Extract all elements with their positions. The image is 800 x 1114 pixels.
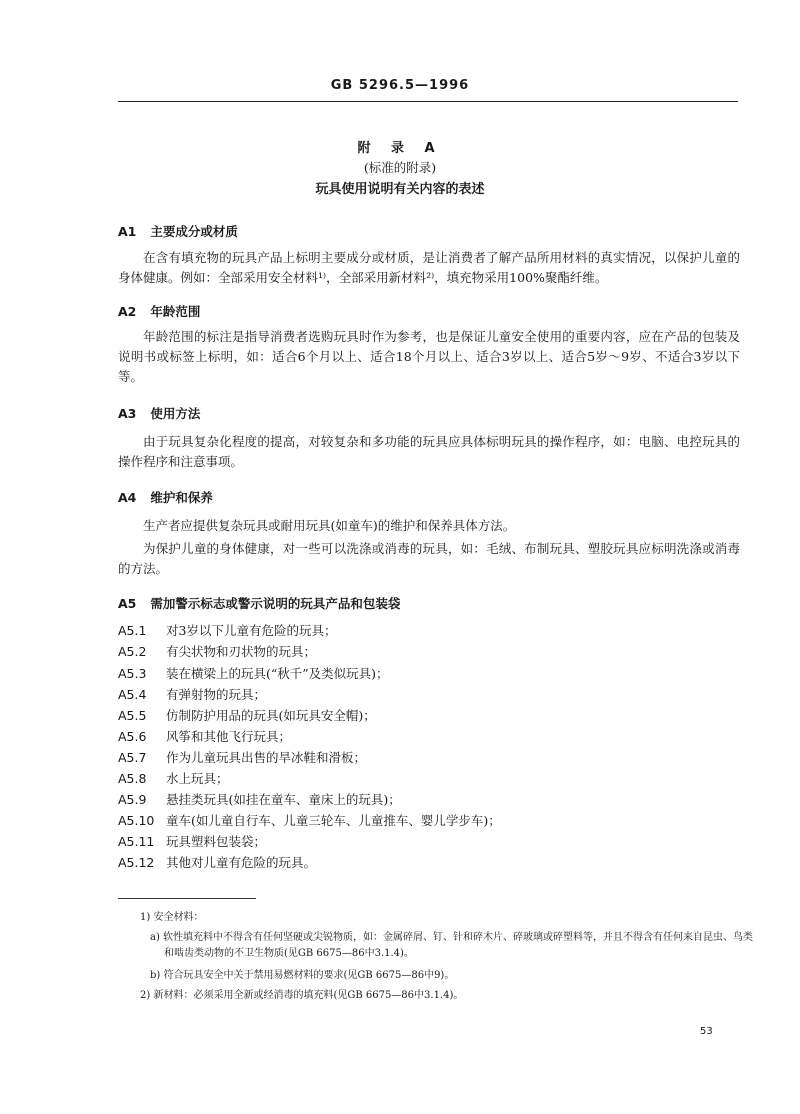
list-item bbox=[118, 706, 376, 724]
section-a4-paragraph: 生产者应提供复杂玩具或耐用玩具(如童车)的维护和保养具体方法。 bbox=[143, 518, 516, 533]
section-a2-heading bbox=[118, 302, 200, 320]
list-item bbox=[118, 832, 266, 850]
item-text: 对3岁以下儿童有危险的玩具； bbox=[166, 623, 337, 638]
section-a5-heading bbox=[118, 594, 400, 612]
item-number: A5.10 bbox=[118, 813, 155, 828]
list-item bbox=[118, 853, 316, 871]
section-title: 年龄范围 bbox=[150, 304, 201, 319]
section-number: A1 bbox=[118, 224, 137, 239]
list-item bbox=[118, 811, 501, 829]
section-a3-heading bbox=[118, 404, 200, 422]
header-rule bbox=[118, 101, 738, 102]
section-a4-paragraph: 为保护儿童的身体健康，对一些可以洗涤或消毒的玩具，如：毛绒、布制玩具、塑胶玩具应标明洗涤或消毒的方法。 bbox=[118, 541, 740, 576]
appendix-heading: 玩具使用说明有关内容的表述 bbox=[315, 182, 485, 197]
item-text: 水上玩具； bbox=[166, 771, 229, 786]
footnote-2: 2) 新材料：必须采用全新或经消毒的填充料(见GB 6675—86中3.1.4)。 bbox=[140, 990, 464, 1001]
item-number: A5.1 bbox=[118, 623, 147, 638]
item-text: 其他对儿童有危险的玩具。 bbox=[166, 855, 317, 870]
item-number: A5.12 bbox=[118, 855, 155, 870]
item-number: A5.2 bbox=[118, 644, 147, 659]
item-number: A5.6 bbox=[118, 729, 147, 744]
section-number: A3 bbox=[118, 406, 137, 421]
list-item bbox=[118, 621, 336, 639]
item-text: 玩具塑料包装袋； bbox=[166, 834, 267, 849]
footnote-rule bbox=[118, 898, 256, 899]
item-number: A5.9 bbox=[118, 792, 147, 807]
list-item bbox=[118, 727, 291, 745]
appendix-title: 附 录 A bbox=[357, 141, 443, 156]
section-number: A2 bbox=[118, 304, 137, 319]
footnote-1-label: 1) 安全材料： bbox=[140, 912, 204, 923]
section-title: 使用方法 bbox=[150, 406, 201, 421]
list-item bbox=[118, 642, 316, 660]
section-a1-heading bbox=[118, 222, 238, 240]
standard-number: GB 5296.5—1996 bbox=[330, 78, 470, 93]
section-a2-paragraph: 年龄范围的标注是指导消费者选购玩具时作为参考，也是保证儿童安全使用的重要内容，应在产品的包装及说明书或标签上标明，如：适合6个月以上、适合18个月以上、适合3岁以上、适合5岁～9岁、不适合3岁以下等。 bbox=[118, 329, 740, 384]
section-a1-paragraph: 在含有填充物的玩具产品上标明主要成分或材质，是让消费者了解产品所用材料的真实情况，以保护儿童的身体健康。例如：全部采用安全材料¹⁾，全部采用新材料²⁾，填充物采用100%聚酯纤维。 bbox=[118, 250, 740, 285]
item-text: 有尖状物和刃状物的玩具； bbox=[166, 644, 317, 659]
item-number: A5.5 bbox=[118, 708, 147, 723]
footnote-1a: a) 软性填充料中不得含有任何坚硬或尖锐物质，如：金属碎屑、钉、针和碎木片、碎玻璃或碎塑料等，并且不得含有任何来自昆虫、鸟类和啮齿类动物的不卫生物质(见GB 6675—86中3.1.4)。 bbox=[150, 932, 754, 959]
item-number: A5.4 bbox=[118, 687, 147, 702]
list-item bbox=[118, 748, 366, 766]
list-item bbox=[118, 790, 401, 808]
item-number: A5.11 bbox=[118, 834, 155, 849]
section-title: 需加警示标志或警示说明的玩具产品和包装袋 bbox=[150, 596, 401, 611]
item-number: A5.7 bbox=[118, 750, 147, 765]
section-a3-paragraph: 由于玩具复杂化程度的提高，对较复杂和多功能的玩具应具体标明玩具的操作程序，如：电脑、电控玩具的操作程序和注意事项。 bbox=[118, 434, 740, 469]
item-text: 悬挂类玩具(如挂在童车、童床上的玩具)； bbox=[166, 792, 401, 807]
footnote-1b: b) 符合玩具安全中关于禁用易燃材料的要求(见GB 6675—86中9)。 bbox=[150, 970, 455, 981]
list-item bbox=[118, 685, 266, 703]
item-text: 仿制防护用品的玩具(如玩具安全帽)； bbox=[166, 708, 376, 723]
section-title: 主要成分或材质 bbox=[150, 224, 238, 239]
item-number: A5.8 bbox=[118, 771, 147, 786]
section-a4-heading bbox=[118, 488, 213, 506]
item-text: 装在横梁上的玩具(“秋千”及类似玩具)； bbox=[166, 666, 389, 681]
appendix-subtitle: (标准的附录) bbox=[363, 160, 437, 175]
list-item bbox=[118, 769, 229, 787]
item-text: 有弹射物的玩具； bbox=[166, 687, 267, 702]
item-text: 风筝和其他飞行玩具； bbox=[166, 729, 292, 744]
page-number: 53 bbox=[700, 1026, 713, 1037]
item-text: 童车(如儿童自行车、儿童三轮车、儿童推车、婴儿学步车)； bbox=[166, 813, 501, 828]
list-item bbox=[118, 664, 389, 682]
item-number: A5.3 bbox=[118, 666, 147, 681]
section-title: 维护和保养 bbox=[150, 490, 213, 505]
item-text: 作为儿童玩具出售的旱冰鞋和滑板； bbox=[166, 750, 367, 765]
section-number: A5 bbox=[118, 596, 137, 611]
section-number: A4 bbox=[118, 490, 137, 505]
